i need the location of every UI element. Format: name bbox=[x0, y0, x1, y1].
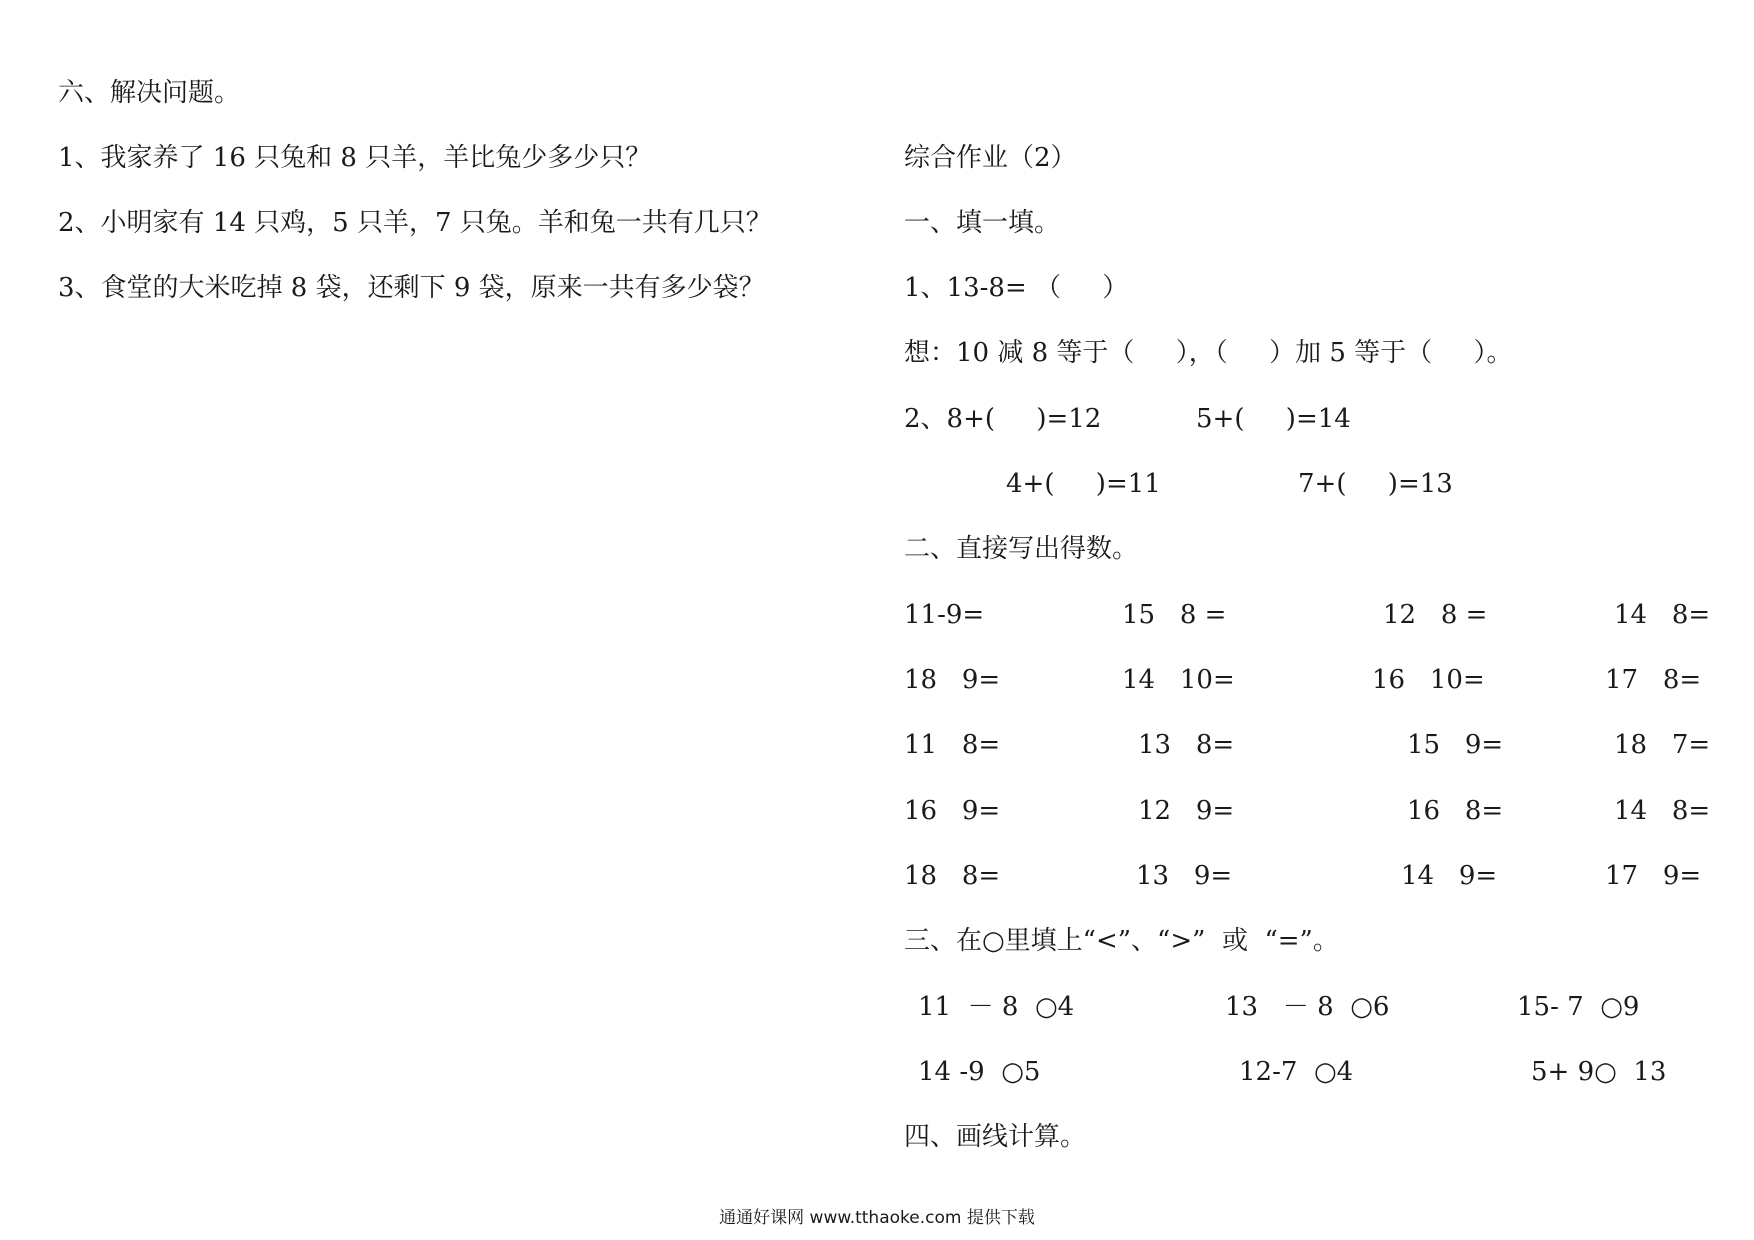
section-six-heading: 六、解决问题。 bbox=[58, 78, 241, 108]
calc-item: 11-9= bbox=[904, 600, 985, 630]
section-two-heading: 二、直接写出得数。 bbox=[904, 534, 1139, 564]
calc-item: 17 9= bbox=[1605, 861, 1702, 891]
fill-q2-d: 7+( )=13 bbox=[1298, 469, 1453, 499]
calc-item: 13 8= bbox=[1138, 730, 1235, 760]
calc-item: 18 9= bbox=[904, 665, 1001, 695]
calc-item: 16 10= bbox=[1372, 665, 1485, 695]
calc-item: 16 8= bbox=[1407, 796, 1504, 826]
fill-think: 想：10 减 8 等于（ ），（ ）加 5 等于（ ）。 bbox=[904, 338, 1513, 368]
calc-item: 15 8 = bbox=[1122, 600, 1227, 630]
calc-item: 18 8= bbox=[904, 861, 1001, 891]
page-footer: 通通好课网 www.tthaoke.com 提供下载 bbox=[719, 1208, 1035, 1228]
calc-item: 13 9= bbox=[1136, 861, 1233, 891]
compare-item: 14 -9 ○5 bbox=[918, 1057, 1041, 1087]
calc-item: 14 10= bbox=[1122, 665, 1235, 695]
worksheet-title: 综合作业（2） bbox=[904, 143, 1077, 173]
calc-item: 14 9= bbox=[1401, 861, 1498, 891]
calc-item: 14 8= bbox=[1614, 600, 1711, 630]
section-four-heading: 四、画线计算。 bbox=[904, 1122, 1087, 1152]
section-one-heading: 一、填一填。 bbox=[904, 208, 1061, 238]
fill-q2-b: 5+( )=14 bbox=[1196, 404, 1351, 434]
calc-item: 11 8= bbox=[904, 730, 1001, 760]
problem-2: 2、小明家有 14 只鸡，5 只羊，7 只兔。羊和兔一共有几只？ bbox=[58, 208, 772, 238]
problem-1: 1、我家养了 16 只兔和 8 只羊，羊比兔少多少只？ bbox=[58, 143, 652, 173]
calc-item: 17 8= bbox=[1605, 665, 1702, 695]
calc-item: 12 9= bbox=[1138, 796, 1235, 826]
compare-item: 13 － 8 ○6 bbox=[1225, 992, 1390, 1022]
fill-q2-c: 4+( )=11 bbox=[1006, 469, 1161, 499]
calc-item: 12 8 = bbox=[1383, 600, 1488, 630]
compare-item: 12-7 ○4 bbox=[1239, 1057, 1354, 1087]
problem-3: 3、食堂的大米吃掉 8 袋，还剩下 9 袋，原来一共有多少袋？ bbox=[58, 273, 765, 303]
calc-item: 16 9= bbox=[904, 796, 1001, 826]
compare-item: 11 － 8 ○4 bbox=[918, 992, 1075, 1022]
calc-item: 18 7= bbox=[1614, 730, 1711, 760]
calc-item: 15 9= bbox=[1407, 730, 1504, 760]
compare-item: 5+ 9○ 13 bbox=[1531, 1057, 1667, 1087]
fill-q2-a: 2、8+( )=12 bbox=[904, 404, 1102, 434]
calc-item: 14 8= bbox=[1614, 796, 1711, 826]
fill-q1: 1、13-8= （ ） bbox=[904, 273, 1129, 303]
compare-item: 15- 7 ○9 bbox=[1517, 992, 1640, 1022]
section-three-heading: 三、在○里填上“<”、“>” 或 “=”。 bbox=[904, 926, 1339, 956]
